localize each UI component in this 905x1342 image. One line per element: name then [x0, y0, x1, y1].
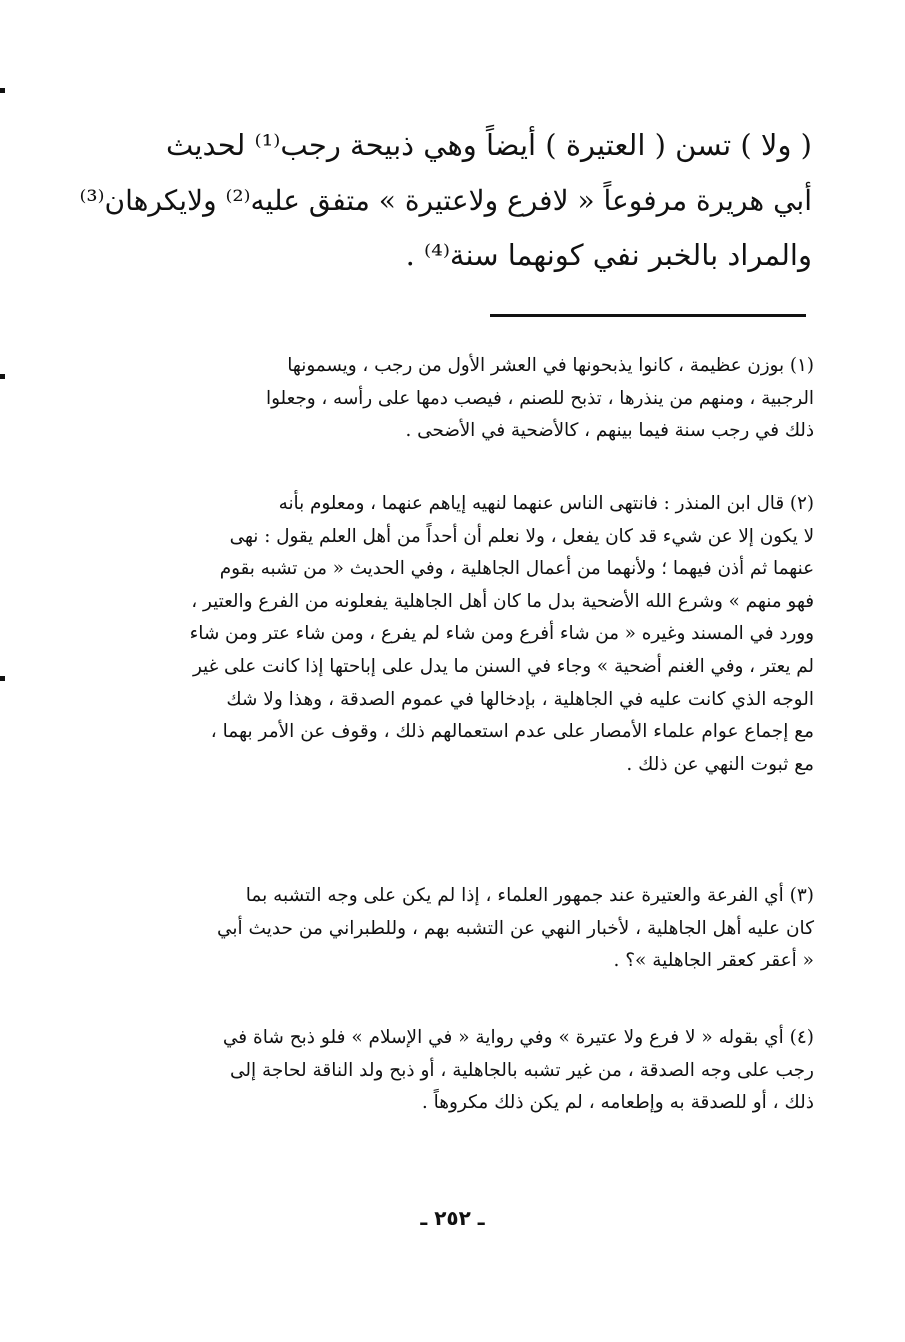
footnote-line: ذلك في رجب سنة فيما بينهم ، كالأضحية في الأضحى . — [405, 420, 814, 442]
footnote-line: (٣) أي الفرعة والعتيرة عند جمهور العلماء ، إذا لم يكن على وجه التشبه بما — [245, 885, 814, 906]
main-text-line: أبي هريرة مرفوعاً « لافرع ولاعتيرة » متفق عليه⁽²⁾ ولايكرهان⁽³⁾ — [79, 184, 812, 217]
margin-mark — [0, 676, 5, 681]
footnote-2 — [190, 488, 814, 781]
footnote-line: ذلك ، أو للصدقة به وإطعامه ، لم يكن ذلك مكروهاً . — [421, 1092, 814, 1114]
footnote-line: لم يعتر ، وفي الغنم أضحية » وجاء في السنن ما يدل على إباحتها إذا كانت على غير — [192, 655, 814, 677]
footnote-separator — [490, 314, 806, 317]
main-text-line: ( ولا ) تسن ( العتيرة ) أيضاً وهي ذبيحة رجب⁽¹⁾ لحديث — [165, 128, 812, 162]
footnote-line: فهو منهم » وشرع الله الأضحية بدل ما كان أهل الجاهلية يفعلونه من الفرع والعتير ، — [191, 590, 814, 612]
page-number: ـ ٢٥٢ ـ — [420, 1206, 485, 1230]
footnote-line: عنهما ثم أذن فيهما ؛ ولأنهما من أعمال الجاهلية ، وفي الحديث « من تشبه بقوم — [219, 558, 814, 580]
margin-mark — [0, 88, 5, 93]
footnote-line: رجب على وجه الصدقة ، من غير تشبه بالجاهلية ، أو ذبح ولد الناقة لحاجة إلى — [229, 1059, 814, 1081]
main-text — [72, 118, 812, 283]
footnote-line: كان عليه أهل الجاهلية ، لأخبار النهي عن التشبه بهم ، وللطبراني من حديث أبي — [216, 917, 814, 939]
footnote-line: (٢) قال ابن المنذر : فانتهى الناس عنهما لنهيه إياهم عنهما ، ومعلوم بأنه — [278, 493, 814, 514]
footnote-3 — [217, 880, 814, 978]
footnote-4 — [223, 1022, 814, 1120]
footnote-line: « أعقر كعقر الجاهلية »؟ . — [613, 950, 814, 972]
footnote-line: مع إجماع عوام علماء الأمصار على عدم استعمالهم ذلك ، وقوف عن الأمر بهما ، — [210, 721, 814, 743]
footnote-line: لا يكون إلا عن شيء قد كان يفعل ، ولا نعلم أن أحداً من أهل العلم يقول : نهى — [229, 525, 814, 547]
margin-mark — [0, 374, 5, 379]
footnote-line: مع ثبوت النهي عن ذلك . — [626, 753, 814, 775]
footnote-line: (٤) أي بقوله « لا فرع ولا عتيرة » وفي رواية « في الإسلام » فلو ذبح شاة في — [222, 1027, 814, 1048]
footnote-1 — [266, 350, 814, 448]
footnote-line: وورد في المسند وغيره « من شاء أفرع ومن شاء لم يفرع ، ومن شاء عتر ومن شاء — [189, 623, 814, 645]
main-text-line: والمراد بالخبر نفي كونهما سنة⁽⁴⁾ . — [405, 238, 812, 272]
footnote-line: الرجبية ، ومنهم من ينذرها ، تذبح للصنم ، فيصب دمها على رأسه ، وجعلوا — [266, 387, 814, 409]
footnote-line: (١) بوزن عظيمة ، كانوا يذبحونها في العشر الأول من رجب ، ويسمونها — [287, 355, 814, 376]
footnote-line: الوجه الذي كانت عليه في الجاهلية ، بإدخالها في عموم الصدقة ، وهذا ولا شك — [226, 688, 814, 710]
